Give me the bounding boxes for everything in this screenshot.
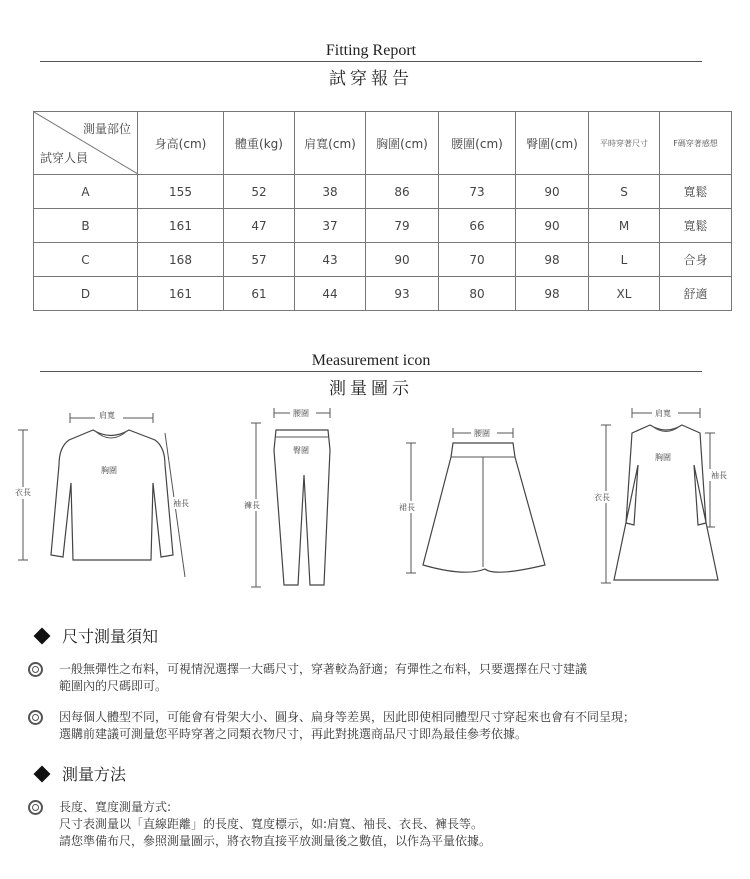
table-cell: 98 (516, 277, 589, 311)
table-cell: 80 (439, 277, 516, 311)
dress-figure (590, 395, 740, 595)
table-cell: 66 (439, 209, 516, 243)
pants-length-label: 褲長 (244, 501, 260, 510)
header-cell: 腰圍(cm) (439, 112, 516, 175)
body-length-label: 衣長 (15, 488, 31, 497)
note-item (28, 709, 738, 743)
shoulder-label: 肩寬 (99, 411, 115, 420)
divider (40, 61, 702, 62)
sweater-icon (15, 395, 195, 595)
header-cell: 體重(kg) (224, 112, 295, 175)
table-cell: 寬鬆 (660, 209, 732, 243)
table-cell: 52 (224, 175, 295, 209)
note-line: 長度、寬度測量方式: (59, 800, 172, 814)
table-cell: 43 (295, 243, 366, 277)
row-name: A (34, 175, 138, 209)
table-cell: 90 (516, 175, 589, 209)
table-cell: 93 (366, 277, 439, 311)
table-cell: 寬鬆 (660, 175, 732, 209)
table-cell: 90 (366, 243, 439, 277)
row-name: B (34, 209, 138, 243)
table-cell: S (589, 175, 660, 209)
table-cell: 90 (516, 209, 589, 243)
bullet-circle-icon (28, 662, 43, 677)
chest-label: 胸圍 (101, 466, 117, 475)
divider (40, 371, 702, 372)
dress-sleeve-label: 袖長 (711, 471, 727, 480)
skirt-length-label: 裙長 (399, 503, 415, 512)
table-cell: 舒適 (660, 277, 732, 311)
table-cell: 37 (295, 209, 366, 243)
hip-label: 臀圍 (293, 446, 309, 455)
corner-label-measure: 測量部位 (82, 122, 131, 136)
dress-icon (590, 395, 740, 595)
table-cell: 161 (138, 209, 224, 243)
table-header-row (34, 112, 732, 175)
table-cell: 86 (366, 175, 439, 209)
table-cell: 161 (138, 277, 224, 311)
dress-chest-label: 胸圍 (655, 453, 671, 462)
fitting-report-title-en: Fitting Report (325, 42, 417, 59)
table-cell: 168 (138, 243, 224, 277)
table-cell: 73 (439, 175, 516, 209)
method-notes-title: 測量方法 (62, 765, 127, 784)
diamond-icon (34, 627, 51, 644)
table-cell: L (589, 243, 660, 277)
table-cell: 79 (366, 209, 439, 243)
note-item (28, 661, 738, 695)
header-cell: 胸圍(cm) (366, 112, 439, 175)
table-row (34, 277, 732, 311)
size-notes-title: 尺寸測量須知 (62, 627, 159, 646)
pants-figure (240, 395, 340, 595)
fitting-table (33, 111, 732, 311)
dress-shoulder-label: 肩寬 (655, 409, 671, 418)
size-notes-heading (28, 624, 738, 647)
row-name: C (34, 243, 138, 277)
note-line: 範圍內的尺碼即可。 (59, 679, 168, 693)
table-row (34, 243, 732, 277)
measurement-title-zh: 測量圖示 (329, 379, 413, 399)
waist-label: 腰圍 (293, 409, 309, 418)
table-cell: 70 (439, 243, 516, 277)
header-cell: 身高(cm) (138, 112, 224, 175)
note-line: 尺寸表測量以「直線距離」的長度、寬度標示，如:肩寬、袖長、衣長、褲長等。 (59, 817, 484, 831)
diamond-icon (34, 765, 51, 782)
note-item (28, 799, 738, 850)
table-cell: M (589, 209, 660, 243)
fitting-report-title-zh: 試穿報告 (329, 69, 413, 89)
note-line: 因每個人體型不同，可能會有骨架大小、圓身、扁身等差異，因此即使相同體型尺寸穿起來也會有不同呈現； (59, 710, 636, 724)
sweater-figure (15, 395, 195, 595)
note-line: 選購前建議可測量您平時穿著之同類衣物尺寸，再此對挑選商品尺寸即為最佳參考依據。 (59, 727, 528, 741)
corner-cell (34, 112, 138, 175)
header-cell: F碼穿著感想 (660, 112, 732, 175)
skirt-figure (395, 395, 555, 595)
skirt-waist-label: 腰圍 (474, 429, 490, 438)
measurement-header (40, 350, 702, 399)
note-line: 請您準備布尺，參照測量圖示，將衣物直接平放測量後之數值，以作為平量依據。 (59, 834, 492, 848)
corner-label-tester: 試穿人員 (40, 151, 89, 165)
note-line: 一般無彈性之布料，可視情況選擇一大碼尺寸，穿著較為舒適；有彈性之布料，只要選擇在尺寸建議 (59, 662, 588, 676)
table-cell: 47 (224, 209, 295, 243)
table-cell: 61 (224, 277, 295, 311)
header-cell: 平時穿著尺寸 (589, 112, 660, 175)
dress-length-label: 衣長 (594, 493, 610, 502)
skirt-icon (395, 395, 555, 595)
fitting-report-header (40, 40, 702, 89)
table-cell: 155 (138, 175, 224, 209)
table-cell: XL (589, 277, 660, 311)
table-row (34, 209, 732, 243)
table-cell: 57 (224, 243, 295, 277)
method-notes (28, 762, 738, 850)
row-name: D (34, 277, 138, 311)
bullet-circle-icon (28, 800, 43, 815)
method-notes-heading (28, 762, 738, 785)
bullet-circle-icon (28, 710, 43, 725)
size-notes (28, 624, 738, 743)
sleeve-label: 袖長 (173, 499, 189, 508)
header-cell: 臀圍(cm) (516, 112, 589, 175)
table-cell: 合身 (660, 243, 732, 277)
table-row (34, 175, 732, 209)
table-cell: 38 (295, 175, 366, 209)
pants-icon (240, 395, 340, 595)
measurement-title-en: Measurement icon (311, 352, 431, 369)
header-cell: 肩寬(cm) (295, 112, 366, 175)
table-cell: 44 (295, 277, 366, 311)
table-cell: 98 (516, 243, 589, 277)
